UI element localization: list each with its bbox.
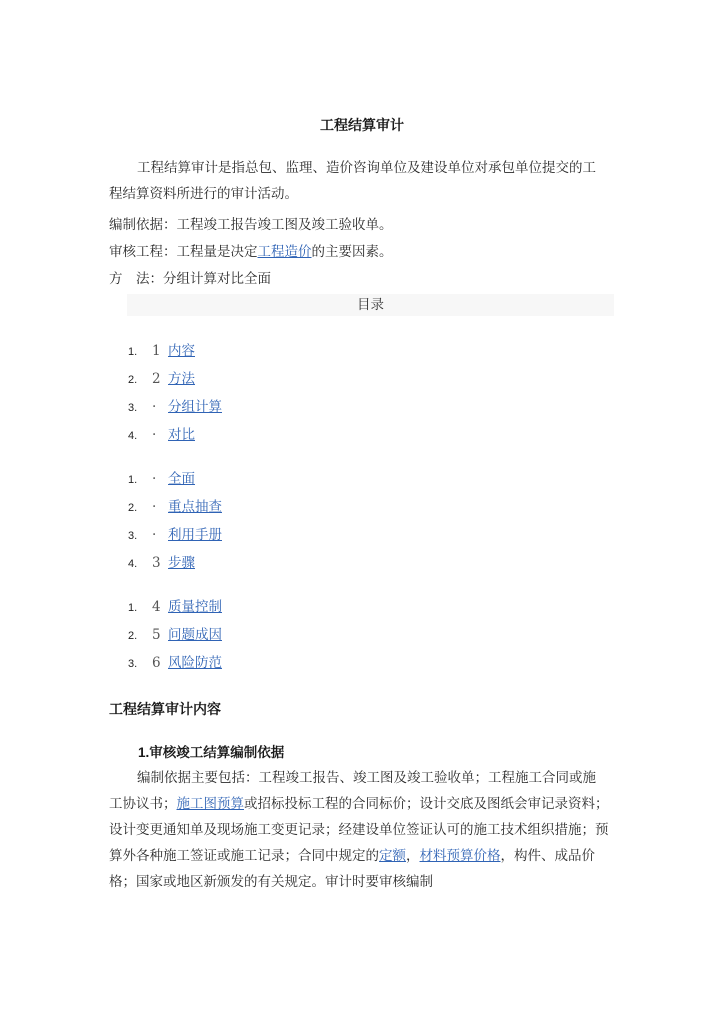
toc-mark: · (152, 427, 157, 443)
toc-item (128, 365, 222, 393)
toc-mark: · (152, 527, 157, 543)
toc-number: 1. (128, 474, 138, 486)
toc-mark: · (152, 399, 157, 415)
toc-number: 4. (128, 430, 138, 442)
section-heading: 工程结算审计内容 (109, 701, 221, 717)
audit-line (109, 240, 393, 260)
toc-number: 2. (128, 502, 138, 514)
toc-number: 3. (128, 402, 138, 414)
toc-link-causes[interactable]: 问题成因 (168, 627, 222, 643)
toc-item (128, 593, 222, 621)
body-separator: ， (406, 848, 420, 864)
toc-mark: 6 (152, 655, 161, 671)
toc-link-steps[interactable]: 步骤 (168, 555, 195, 571)
method-line: 方 法：分组计算对比全面 (109, 271, 271, 287)
toc-mark: · (152, 499, 157, 515)
toc-item (128, 337, 222, 365)
basis-line: 编制依据：工程竣工报告竣工图及竣工验收单。 (109, 217, 393, 233)
toc-mark: 3 (152, 555, 161, 571)
toc-link-quality[interactable]: 质量控制 (168, 599, 222, 615)
intro-paragraph: 工程结算审计是指总包、监理、造价咨询单位及建设单位对承包单位提交的工程结算资料所进行的审计活动。 (109, 160, 596, 202)
toc-group-2 (128, 465, 222, 577)
link-construction-budget[interactable]: 施工图预算 (176, 796, 244, 812)
audit-prefix: 审核工程：工程量是决定 (109, 244, 258, 260)
link-material-price[interactable]: 材料预算价格 (419, 848, 501, 864)
toc-number: 3. (128, 530, 138, 542)
toc-mark: 2 (152, 371, 161, 387)
toc-mark: 5 (152, 627, 161, 643)
toc-link-group-calc[interactable]: 分组计算 (168, 399, 222, 415)
toc-number: 1. (128, 602, 138, 614)
toc-mark: · (152, 471, 157, 487)
audit-suffix: 的主要因素。 (311, 244, 393, 260)
toc-number: 1. (128, 346, 138, 358)
body-text-1: 编制依据主要包括：工程竣工报告、竣工图及竣工验收单；工程施工合同或施工协议书； (109, 770, 596, 812)
section-body (109, 765, 609, 895)
toc-link-content[interactable]: 内容 (168, 343, 195, 359)
toc-item (128, 621, 222, 649)
toc-mark: 1 (152, 343, 161, 359)
link-engineering-cost[interactable]: 工程造价 (257, 244, 312, 260)
toc-item (128, 393, 222, 421)
toc-link-handbook[interactable]: 利用手册 (168, 527, 222, 543)
toc-link-method[interactable]: 方法 (168, 371, 195, 387)
toc-link-risk[interactable]: 风险防范 (168, 655, 222, 671)
body-text-2: 或招标投标工程的合同标价；设计交底及图纸会审记录资料；设计变更通知单及现场施工变更记录；经建设单位签证认可的施工技术组织措施；预算外各种施工签证或施工记录；合同中规定的 (109, 796, 609, 864)
toc-mark: 4 (152, 599, 161, 615)
toc-item (128, 521, 222, 549)
toc-link-full[interactable]: 全面 (168, 471, 195, 487)
body-text-3: ，构件、成品价格；国家或地区新颁发的有关规定。审计时要审核编制 (109, 848, 595, 890)
toc-item (128, 465, 222, 493)
toc-number: 2. (128, 374, 138, 386)
toc-link-spot-check[interactable]: 重点抽查 (168, 499, 222, 515)
toc-group-1 (128, 337, 222, 449)
section-subheading: 1.审核竣工结算编制依据 (138, 745, 285, 760)
toc-number: 4. (128, 558, 138, 570)
toc-link-compare[interactable]: 对比 (168, 427, 195, 443)
toc-group-3 (128, 593, 222, 677)
toc-header: 目录 (127, 294, 614, 316)
toc-item (128, 493, 222, 521)
toc-number: 3. (128, 658, 138, 670)
document-title: 工程结算审计 (320, 117, 404, 133)
toc-item (128, 421, 222, 449)
link-quota[interactable]: 定额 (379, 848, 406, 864)
toc-item (128, 549, 222, 577)
toc-number: 2. (128, 630, 138, 642)
toc-item (128, 649, 222, 677)
